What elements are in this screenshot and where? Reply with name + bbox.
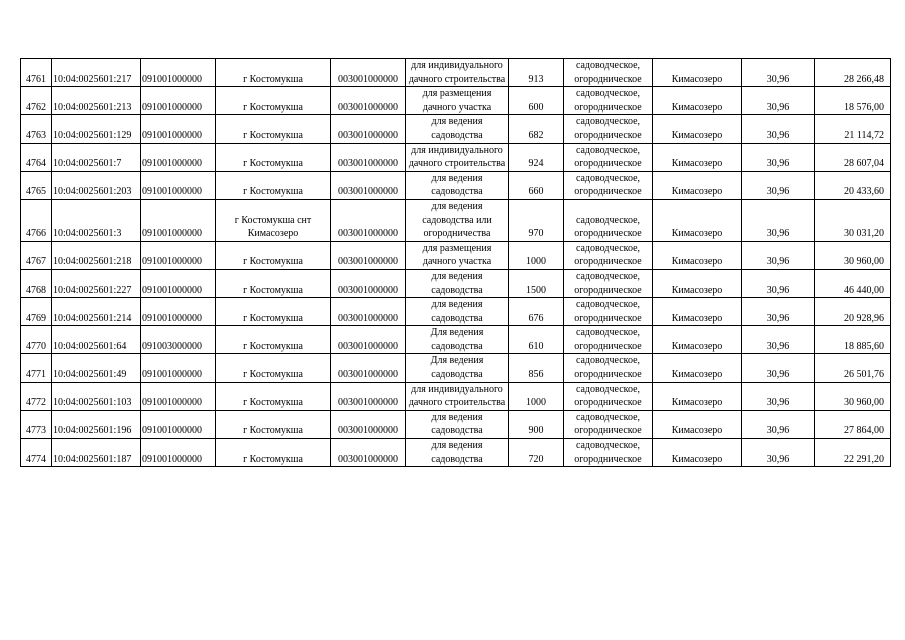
municipality-code-cell: 003001000000 <box>331 326 406 354</box>
specific-value-cell: 30,96 <box>742 354 815 382</box>
area-cell: 856 <box>509 354 564 382</box>
location-cell: г Костомукша <box>216 269 331 297</box>
location-cell: г Костомукша <box>216 298 331 326</box>
row-number-cell: 4772 <box>21 382 52 410</box>
cadastral-value-cell: 30 960,00 <box>815 241 891 269</box>
cadastral-value-cell: 26 501,76 <box>815 354 891 382</box>
cadastral-value-cell: 22 291,20 <box>815 439 891 467</box>
specific-value-cell: 30,96 <box>742 326 815 354</box>
cadastral-number-cell: 10:04:0025601:3 <box>52 199 141 241</box>
location-cell: г Костомукша <box>216 171 331 199</box>
cadastral-value-cell: 20 928,96 <box>815 298 891 326</box>
permitted-use-cell: для индивидуального дачного строительства <box>406 59 509 87</box>
land-category-cell: садоводческое, огородническое <box>564 326 653 354</box>
location-cell: г Костомукша <box>216 87 331 115</box>
cadastral-number-cell: 10:04:0025601:218 <box>52 241 141 269</box>
specific-value-cell: 30,96 <box>742 87 815 115</box>
table-row <box>21 326 891 354</box>
specific-value-cell: 30,96 <box>742 143 815 171</box>
okato-code-cell: 091001000000 <box>141 382 216 410</box>
permitted-use-cell: для ведения садоводства или огородничества <box>406 199 509 241</box>
okato-code-cell: 091001000000 <box>141 87 216 115</box>
municipality-code-cell: 003001000000 <box>331 298 406 326</box>
land-category-cell: садоводческое, огородническое <box>564 59 653 87</box>
location-cell: г Костомукша <box>216 115 331 143</box>
permitted-use-cell: для ведения садоводства <box>406 410 509 438</box>
land-category-cell: садоводческое, огородническое <box>564 354 653 382</box>
area-cell: 1000 <box>509 382 564 410</box>
location-cell: г Костомукша <box>216 59 331 87</box>
zone-name-cell: Кимасозеро <box>653 199 742 241</box>
specific-value-cell: 30,96 <box>742 199 815 241</box>
zone-name-cell: Кимасозеро <box>653 354 742 382</box>
land-category-cell: садоводческое, огородническое <box>564 298 653 326</box>
cadastral-number-cell: 10:04:0025601:227 <box>52 269 141 297</box>
permitted-use-cell: для индивидуального дачного строительства <box>406 382 509 410</box>
table-row <box>21 115 891 143</box>
okato-code-cell: 091001000000 <box>141 269 216 297</box>
zone-name-cell: Кимасозеро <box>653 241 742 269</box>
okato-code-cell: 091001000000 <box>141 241 216 269</box>
area-cell: 610 <box>509 326 564 354</box>
row-number-cell: 4765 <box>21 171 52 199</box>
zone-name-cell: Кимасозеро <box>653 143 742 171</box>
area-cell: 676 <box>509 298 564 326</box>
land-category-cell: садоводческое, огородническое <box>564 410 653 438</box>
zone-name-cell: Кимасозеро <box>653 115 742 143</box>
zone-name-cell: Кимасозеро <box>653 87 742 115</box>
cadastral-number-cell: 10:04:0025601:214 <box>52 298 141 326</box>
municipality-code-cell: 003001000000 <box>331 143 406 171</box>
municipality-code-cell: 003001000000 <box>331 171 406 199</box>
area-cell: 720 <box>509 439 564 467</box>
land-category-cell: садоводческое, огородническое <box>564 439 653 467</box>
area-cell: 970 <box>509 199 564 241</box>
area-cell: 1500 <box>509 269 564 297</box>
municipality-code-cell: 003001000000 <box>331 382 406 410</box>
cadastral-value-cell: 18 576,00 <box>815 87 891 115</box>
table-row <box>21 354 891 382</box>
cadastral-number-cell: 10:04:0025601:217 <box>52 59 141 87</box>
table-row <box>21 298 891 326</box>
area-cell: 660 <box>509 171 564 199</box>
municipality-code-cell: 003001000000 <box>331 354 406 382</box>
table-row <box>21 241 891 269</box>
cadastral-number-cell: 10:04:0025601:7 <box>52 143 141 171</box>
zone-name-cell: Кимасозеро <box>653 59 742 87</box>
row-number-cell: 4764 <box>21 143 52 171</box>
table-row <box>21 143 891 171</box>
zone-name-cell: Кимасозеро <box>653 171 742 199</box>
okato-code-cell: 091001000000 <box>141 410 216 438</box>
land-category-cell: садоводческое, огородническое <box>564 87 653 115</box>
specific-value-cell: 30,96 <box>742 115 815 143</box>
land-category-cell: садоводческое, огородническое <box>564 269 653 297</box>
area-cell: 600 <box>509 87 564 115</box>
area-cell: 682 <box>509 115 564 143</box>
land-category-cell: садоводческое, огородническое <box>564 241 653 269</box>
specific-value-cell: 30,96 <box>742 59 815 87</box>
permitted-use-cell: для размещения дачного участка <box>406 87 509 115</box>
location-cell: г Костомукша <box>216 410 331 438</box>
permitted-use-cell: для ведения садоводства <box>406 298 509 326</box>
table-row <box>21 87 891 115</box>
cadastral-value-cell: 28 607,04 <box>815 143 891 171</box>
municipality-code-cell: 003001000000 <box>331 439 406 467</box>
cadastral-number-cell: 10:04:0025601:49 <box>52 354 141 382</box>
okato-code-cell: 091001000000 <box>141 298 216 326</box>
table-row <box>21 439 891 467</box>
cadastral-value-cell: 30 031,20 <box>815 199 891 241</box>
okato-code-cell: 091001000000 <box>141 439 216 467</box>
row-number-cell: 4768 <box>21 269 52 297</box>
specific-value-cell: 30,96 <box>742 410 815 438</box>
area-cell: 1000 <box>509 241 564 269</box>
specific-value-cell: 30,96 <box>742 298 815 326</box>
permitted-use-cell: для ведения садоводства <box>406 269 509 297</box>
row-number-cell: 4761 <box>21 59 52 87</box>
permitted-use-cell: Для ведения садоводства <box>406 326 509 354</box>
table-row <box>21 171 891 199</box>
land-category-cell: садоводческое, огородническое <box>564 382 653 410</box>
table-row <box>21 59 891 87</box>
row-number-cell: 4770 <box>21 326 52 354</box>
zone-name-cell: Кимасозеро <box>653 326 742 354</box>
permitted-use-cell: Для ведения садоводства <box>406 354 509 382</box>
cadastral-number-cell: 10:04:0025601:64 <box>52 326 141 354</box>
row-number-cell: 4763 <box>21 115 52 143</box>
okato-code-cell: 091001000000 <box>141 59 216 87</box>
permitted-use-cell: для размещения дачного участка <box>406 241 509 269</box>
okato-code-cell: 091001000000 <box>141 171 216 199</box>
specific-value-cell: 30,96 <box>742 171 815 199</box>
row-number-cell: 4769 <box>21 298 52 326</box>
permitted-use-cell: для ведения садоводства <box>406 115 509 143</box>
permitted-use-cell: для индивидуального дачного строительства <box>406 143 509 171</box>
land-category-cell: садоводческое, огородническое <box>564 199 653 241</box>
row-number-cell: 4762 <box>21 87 52 115</box>
okato-code-cell: 091001000000 <box>141 199 216 241</box>
location-cell: г Костомукша <box>216 241 331 269</box>
location-cell: г Костомукша снт Кимасозеро <box>216 199 331 241</box>
zone-name-cell: Кимасозеро <box>653 410 742 438</box>
municipality-code-cell: 003001000000 <box>331 269 406 297</box>
specific-value-cell: 30,96 <box>742 241 815 269</box>
municipality-code-cell: 003001000000 <box>331 115 406 143</box>
zone-name-cell: Кимасозеро <box>653 298 742 326</box>
area-cell: 924 <box>509 143 564 171</box>
cadastral-value-cell: 21 114,72 <box>815 115 891 143</box>
location-cell: г Костомукша <box>216 143 331 171</box>
table-row <box>21 199 891 241</box>
cadastral-value-cell: 27 864,00 <box>815 410 891 438</box>
cadastral-number-cell: 10:04:0025601:129 <box>52 115 141 143</box>
table-row <box>21 382 891 410</box>
cadastral-number-cell: 10:04:0025601:187 <box>52 439 141 467</box>
table-row <box>21 410 891 438</box>
row-number-cell: 4771 <box>21 354 52 382</box>
municipality-code-cell: 003001000000 <box>331 410 406 438</box>
zone-name-cell: Кимасозеро <box>653 382 742 410</box>
area-cell: 913 <box>509 59 564 87</box>
cadastral-value-cell: 30 960,00 <box>815 382 891 410</box>
cadastral-number-cell: 10:04:0025601:103 <box>52 382 141 410</box>
cadastral-value-cell: 28 266,48 <box>815 59 891 87</box>
location-cell: г Костомукша <box>216 326 331 354</box>
cadastral-value-cell: 46 440,00 <box>815 269 891 297</box>
row-number-cell: 4773 <box>21 410 52 438</box>
location-cell: г Костомукша <box>216 382 331 410</box>
okato-code-cell: 091001000000 <box>141 354 216 382</box>
municipality-code-cell: 003001000000 <box>331 241 406 269</box>
permitted-use-cell: для ведения садоводства <box>406 171 509 199</box>
municipality-code-cell: 003001000000 <box>331 87 406 115</box>
location-cell: г Костомукша <box>216 439 331 467</box>
location-cell: г Костомукша <box>216 354 331 382</box>
land-category-cell: садоводческое, огородническое <box>564 115 653 143</box>
okato-code-cell: 091001000000 <box>141 115 216 143</box>
permitted-use-cell: для ведения садоводства <box>406 439 509 467</box>
specific-value-cell: 30,96 <box>742 382 815 410</box>
row-number-cell: 4774 <box>21 439 52 467</box>
cadastral-number-cell: 10:04:0025601:203 <box>52 171 141 199</box>
land-parcels-table <box>20 58 891 467</box>
specific-value-cell: 30,96 <box>742 269 815 297</box>
area-cell: 900 <box>509 410 564 438</box>
specific-value-cell: 30,96 <box>742 439 815 467</box>
row-number-cell: 4767 <box>21 241 52 269</box>
row-number-cell: 4766 <box>21 199 52 241</box>
okato-code-cell: 091003000000 <box>141 326 216 354</box>
municipality-code-cell: 003001000000 <box>331 59 406 87</box>
cadastral-value-cell: 18 885,60 <box>815 326 891 354</box>
cadastral-value-cell: 20 433,60 <box>815 171 891 199</box>
land-category-cell: садоводческое, огородническое <box>564 143 653 171</box>
cadastral-number-cell: 10:04:0025601:196 <box>52 410 141 438</box>
zone-name-cell: Кимасозеро <box>653 439 742 467</box>
okato-code-cell: 091001000000 <box>141 143 216 171</box>
municipality-code-cell: 003001000000 <box>331 199 406 241</box>
table-body <box>21 59 891 467</box>
zone-name-cell: Кимасозеро <box>653 269 742 297</box>
land-category-cell: садоводческое, огородническое <box>564 171 653 199</box>
table-row <box>21 269 891 297</box>
cadastral-number-cell: 10:04:0025601:213 <box>52 87 141 115</box>
